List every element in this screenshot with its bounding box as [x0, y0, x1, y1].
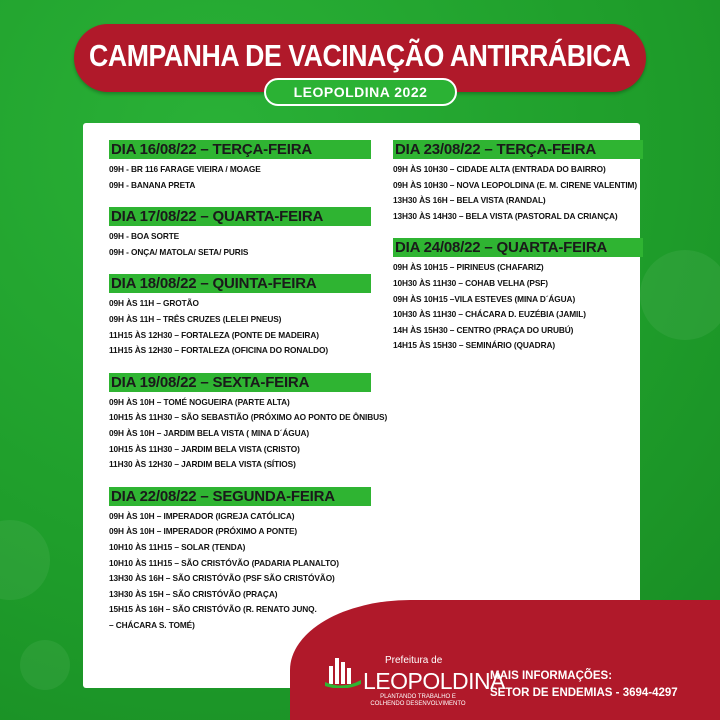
day-heading: DIA 16/08/22 – TERÇA-FEIRA	[109, 140, 371, 159]
schedule-item: 09H ÀS 10H – IMPERADOR (PRÓXIMO A PONTE)	[109, 526, 298, 537]
day-block	[393, 238, 643, 354]
schedule-item: 10H10 ÀS 11H15 – SÃO CRISTÓVÃO (PADARIA PLANALTO)	[109, 557, 339, 568]
day-block	[109, 274, 371, 358]
day-heading: DIA 24/08/22 – QUARTA-FEIRA	[393, 238, 643, 257]
schedule-item: 09H ÀS 11H – GROTÃO	[109, 298, 199, 309]
schedule-item: 13H30 ÀS 16H – SÃO CRISTÓVÃO (PSF SÃO CRISTÓVÃO)	[109, 573, 335, 584]
logo-slogan: PLANTANDO TRABALHO E COLHENDO DESENVOLVIMENTO	[370, 694, 466, 707]
schedule-item: 10H30 ÀS 11H30 – COHAB VELHA (PSF)	[393, 277, 548, 288]
logo-prefix: Prefeitura de	[385, 655, 443, 666]
contact-info	[490, 668, 678, 702]
schedule-list	[109, 229, 371, 260]
schedule-item: 09H ÀS 10H – JARDIM BELA VISTA ( MINA D´ÁGUA)	[109, 427, 310, 438]
schedule-item: 14H15 ÀS 15H30 – SEMINÁRIO (QUADRA)	[393, 340, 556, 351]
schedule-list	[393, 260, 643, 354]
day-block	[393, 140, 643, 224]
day-block	[109, 140, 371, 193]
day-heading: DIA 23/08/22 – TERÇA-FEIRA	[393, 140, 643, 159]
day-heading: DIA 17/08/22 – QUARTA-FEIRA	[109, 207, 371, 226]
schedule-item: 11H15 ÀS 12H30 – FORTALEZA (PONTE DE MADEIRA)	[109, 329, 319, 340]
page-title: CAMPANHA DE VACINAÇÃO ANTIRRÁBICA	[89, 38, 631, 73]
schedule-item: 11H15 ÀS 12H30 – FORTALEZA (OFICINA DO RONALDO)	[109, 345, 329, 356]
schedule-item: 10H10 ÀS 11H15 – SOLAR (TENDA)	[109, 541, 246, 552]
schedule-item: 10H30 ÀS 11H30 – CHÁCARA D. EUZÉBIA (JAMIL)	[393, 309, 586, 320]
day-block	[109, 373, 388, 473]
day-heading: DIA 18/08/22 – QUINTA-FEIRA	[109, 274, 371, 293]
schedule-item: 09H ÀS 10H15 – PIRINEUS (CHAFARIZ)	[393, 262, 544, 273]
schedule-item: 13H30 ÀS 16H – BELA VISTA (RANDAL)	[393, 195, 546, 206]
schedule-list	[109, 509, 371, 634]
day-heading: DIA 22/08/22 – SEGUNDA-FEIRA	[109, 487, 371, 506]
paw-print-icon	[640, 250, 720, 340]
logo-name: LEOPOLDINA	[363, 668, 505, 694]
schedule-item: 09H ÀS 10H – IMPERADOR (IGREJA CATÓLICA)	[109, 510, 295, 521]
schedule-item: 11H30 ÀS 12H30 – JARDIM BELA VISTA (SÍTIOS)	[109, 459, 296, 470]
schedule-item: 10H15 ÀS 11H30 – SÃO SEBASTIÃO (PRÓXIMO AO PONTO DE ÔNIBUS)	[109, 412, 388, 423]
schedule-item: 13H30 ÀS 15H – SÃO CRISTÓVÃO (PRAÇA)	[109, 588, 278, 599]
paw-print-icon	[20, 640, 70, 690]
schedule-item: 10H15 ÀS 11H30 – JARDIM BELA VISTA (CRISTO)	[109, 443, 300, 454]
subtitle-badge: LEOPOLDINA 2022	[264, 78, 457, 106]
schedule-item: 09H ÀS 10H30 – NOVA LEOPOLDINA (E. M. CIRENE VALENTIM)	[393, 179, 638, 190]
schedule-item: 14H ÀS 15H30 – CENTRO (PRAÇA DO URUBÚ)	[393, 324, 574, 335]
info-heading: MAIS INFORMAÇÕES:	[490, 670, 613, 682]
schedule-list	[109, 162, 371, 193]
schedule-item: 09H ÀS 10H30 – CIDADE ALTA (ENTRADA DO BAIRRO)	[393, 164, 606, 174]
city-logo	[325, 648, 505, 708]
schedule-item: 09H - BR 116 FARAGE VIEIRA / MOAGE	[109, 164, 261, 174]
day-block	[109, 207, 371, 260]
schedule-list	[393, 162, 643, 224]
schedule-list	[109, 296, 371, 358]
schedule-column-right	[393, 140, 643, 368]
schedule-column-left	[109, 140, 388, 647]
schedule-item: 09H ÀS 10H – TOMÉ NOGUEIRA (PARTE ALTA)	[109, 396, 290, 407]
schedule-item: – CHÁCARA S. TOMÉ)	[109, 619, 195, 630]
schedule-list	[109, 395, 388, 473]
schedule-item: 09H - BOA SORTE	[109, 231, 180, 242]
day-block	[109, 487, 371, 634]
info-phone: SETOR DE ENDEMIAS - 3694-4297	[490, 687, 678, 699]
schedule-item: 15H15 ÀS 16H – SÃO CRISTÓVÃO (R. RENATO JUNQ.	[109, 604, 317, 615]
schedule-item: 09H - ONÇA/ MATOLA/ SETA/ PURIS	[109, 246, 249, 257]
day-heading: DIA 19/08/22 – SEXTA-FEIRA	[109, 373, 371, 392]
paw-print-icon	[0, 520, 50, 600]
city-logo-icon	[325, 652, 361, 688]
schedule-item: 09H ÀS 10H15 –VILA ESTEVES (MINA D´ÁGUA)	[393, 293, 576, 304]
schedule-item: 09H ÀS 11H – TRÊS CRUZES (LELEI PNEUS)	[109, 313, 282, 324]
schedule-item: 09H - BANANA PRETA	[109, 179, 196, 190]
schedule-item: 13H30 ÀS 14H30 – BELA VISTA (PASTORAL DA CRIANÇA)	[393, 210, 618, 221]
